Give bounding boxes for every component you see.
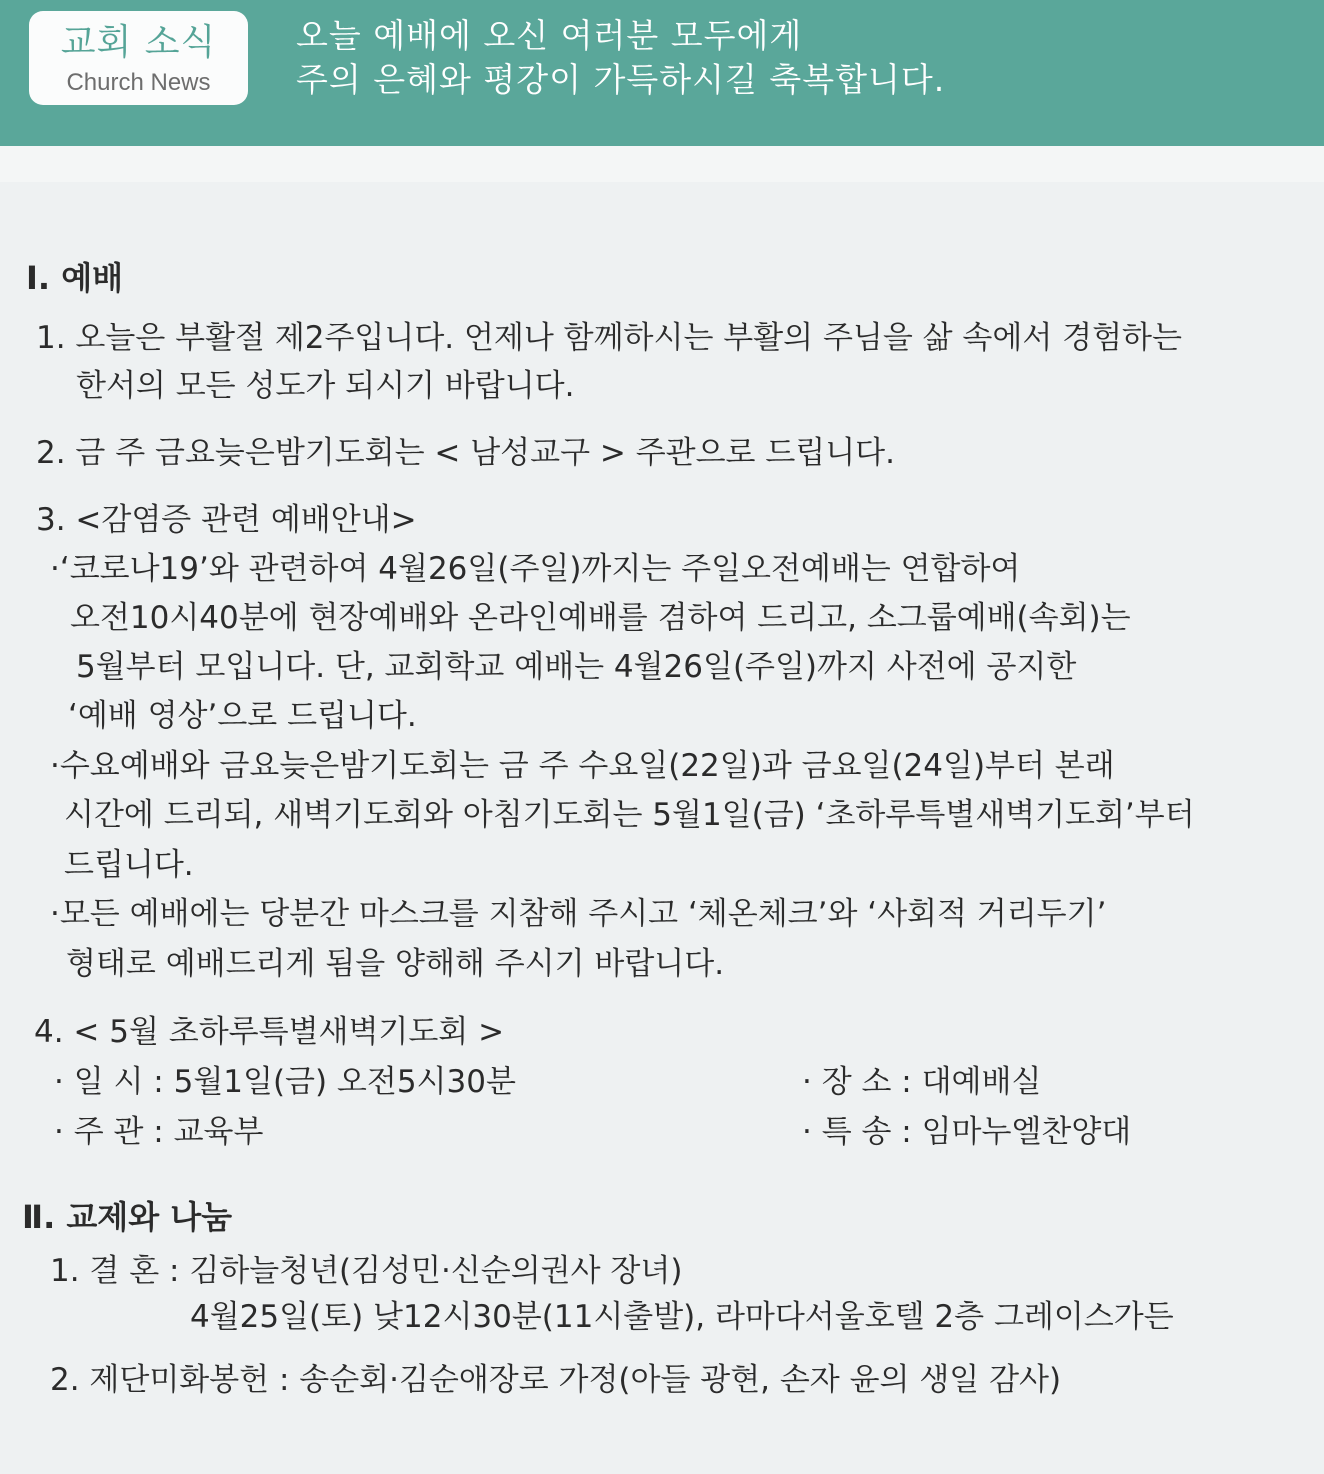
notice-bullet-2-line-2: 시간에 드리되, 새벽기도회와 아침기도회는 5월1일(금) ‘초하루특별새벽기도회’부터 bbox=[64, 797, 1195, 833]
notice-bullet-3-line-1: ·모든 예배에는 당분간 마스크를 지참해 주시고 ‘체온체크’와 ‘사회적 거리두기’ bbox=[50, 896, 1107, 932]
header-divider-band bbox=[0, 146, 1324, 182]
section-1-title: Ⅰ. 예배 bbox=[26, 259, 124, 297]
greeting-message bbox=[296, 14, 945, 102]
church-news-badge bbox=[29, 11, 248, 105]
section-2-title: Ⅱ. 교제와 나눔 bbox=[22, 1198, 233, 1236]
worship-item-2: 2. 금 주 금요늦은밤기도회는 < 남성교구 > 주관으로 드립니다. bbox=[36, 435, 895, 471]
worship-item-3-title: 3. <감염증 관련 예배안내> bbox=[36, 502, 417, 538]
worship-item-1-line-2: 한서의 모든 성도가 되시기 바랍니다. bbox=[76, 368, 575, 404]
fellowship-item-1-line-1: 1. 결 혼 : 김하늘청년(김성민·신순의권사 장녀) bbox=[50, 1253, 683, 1289]
badge-title-english: Church News bbox=[66, 69, 211, 96]
prayer-meeting-date: · 일 시 : 5월1일(금) 오전5시30분 bbox=[54, 1064, 516, 1100]
notice-bullet-1-line-2: 오전10시40분에 현장예배와 온라인예배를 겸하여 드리고, 소그룹예배(속회)는 bbox=[70, 600, 1131, 636]
greeting-line-1: 오늘 예배에 오신 여러분 모두에게 bbox=[296, 16, 803, 55]
greeting-line-2: 주의 은혜와 평강이 가득하시길 축복합니다. bbox=[296, 60, 946, 99]
worship-item-1-line-1: 1. 오늘은 부활절 제2주입니다. 언제나 함께하시는 부활의 주님을 삶 속에서 경험하는 bbox=[36, 320, 1182, 356]
prayer-meeting-place: · 장 소 : 대예배실 bbox=[802, 1064, 1042, 1100]
notice-bullet-1-line-4: ‘예배 영상’으로 드립니다. bbox=[68, 698, 417, 734]
notice-bullet-3-line-2: 형태로 예배드리게 됨을 양해해 주시기 바랍니다. bbox=[66, 946, 725, 982]
header-banner bbox=[0, 0, 1324, 146]
notice-bullet-1-line-1: ·‘코로나19’와 관련하여 4월26일(주일)까지는 주일오전예배는 연합하여 bbox=[50, 551, 1021, 587]
notice-bullet-2-line-1: ·수요예배와 금요늦은밤기도회는 금 주 수요일(22일)과 금요일(24일)부터 본래 bbox=[50, 748, 1115, 784]
fellowship-item-2: 2. 제단미화봉헌 : 송순회·김순애장로 가정(아들 광현, 손자 윤의 생일 감사) bbox=[50, 1362, 1062, 1398]
fellowship-item-1-line-2: 4월25일(토) 낮12시30분(11시출발), 라마다서울호텔 2층 그레이스가든 bbox=[190, 1299, 1174, 1335]
badge-title-korean: 교회 소식 bbox=[60, 22, 217, 63]
notice-bullet-2-line-3: 드립니다. bbox=[64, 847, 194, 883]
notice-bullet-1-line-3: 5월부터 모입니다. 단, 교회학교 예배는 4월26일(주일)까지 사전에 공지한 bbox=[76, 649, 1077, 685]
prayer-meeting-special-music: · 특 송 : 임마누엘찬양대 bbox=[802, 1114, 1132, 1150]
prayer-meeting-host: · 주 관 : 교육부 bbox=[54, 1114, 264, 1150]
worship-item-4-title: 4. < 5월 초하루특별새벽기도회 > bbox=[34, 1014, 505, 1050]
